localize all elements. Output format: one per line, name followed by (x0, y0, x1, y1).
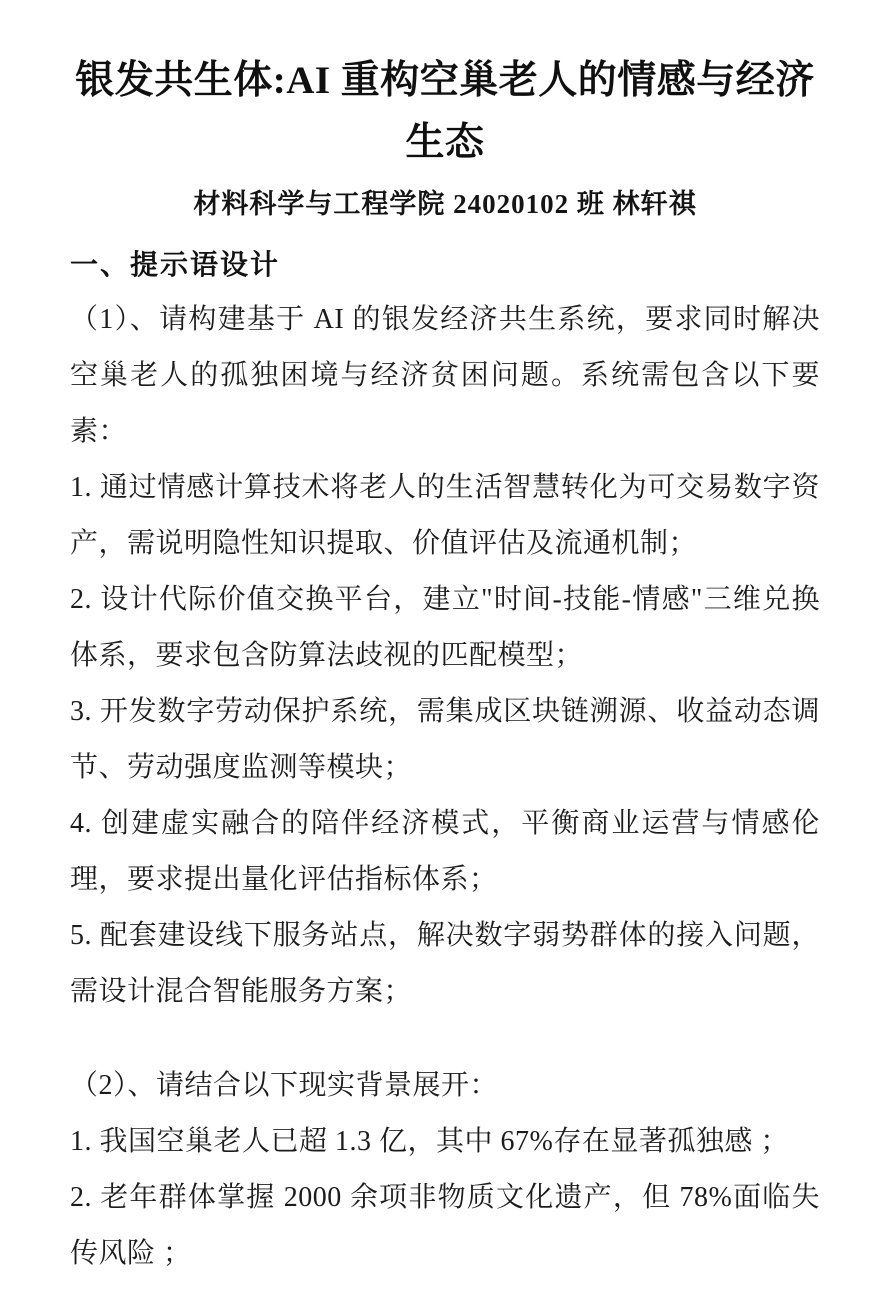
paragraph: 3. 开发数字劳动保护系统，需集成区块链溯源、收益动态调节、劳动强度监测等模块； (70, 696, 820, 783)
paragraph: （1）、请构建基于 AI 的银发经济共生系统，要求同时解决空巢老人的孤独困境与经济贫困问题。系统需包含以下要素： (70, 304, 820, 447)
paragraph: 1. 我国空巢老人已超 1.3 亿，其中 67%存在显著孤独感 ； (70, 1126, 789, 1157)
paragraph: （2）、请结合以下现实背景展开： (70, 1070, 499, 1101)
paragraph: 2. 设计代际价值交换平台，建立"时间-技能-情感"三维兑换体系，要求包含防算法歧视的匹配模型； (70, 584, 820, 671)
paragraph: 4. 创建虚实融合的陪伴经济模式，平衡商业运营与情感伦理，要求提出量化评估指标体系； (70, 808, 820, 895)
paragraph-list (70, 292, 820, 1282)
section-heading: 一、提示语设计 (70, 249, 281, 280)
paragraph: 2. 老年群体掌握 2000 余项非物质文化遗产，但 78%面临失传风险 ； (70, 1182, 820, 1269)
paragraph: 1. 通过情感计算技术将老人的生活智慧转化为可交易数字资产，需说明隐性知识提取、价值评估及流通机制； (70, 472, 820, 559)
document-byline: 材料科学与工程学院 24020102 班 林轩祺 (193, 189, 697, 219)
document-title: 银发共生体:AI 重构空巢老人的情感与经济生态 (75, 59, 815, 164)
paragraph: 5. 配套建设线下服务站点，解决数字弱势群体的接入问题，需设计混合智能服务方案； (70, 920, 820, 1007)
